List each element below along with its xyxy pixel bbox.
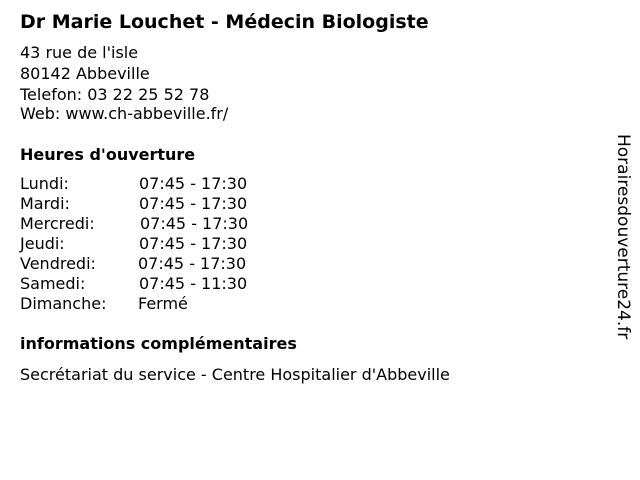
phone-label: Telefon: — [20, 85, 83, 104]
additional-info-text: Secrétariat du service - Centre Hospitalier d'Abbeville — [20, 365, 450, 384]
web-link[interactable]: www.ch-abbeville.fr/ — [65, 104, 229, 123]
time-value: Fermé — [138, 294, 188, 313]
additional-info-heading: informations complémentaires — [20, 334, 297, 353]
time-value: 07:45 - 17:30 — [139, 194, 248, 213]
address-street: 43 rue de l'isle — [20, 43, 139, 62]
opening-hours-heading: Heures d'ouverture — [20, 145, 196, 164]
address-city: 80142 Abbeville — [20, 64, 150, 83]
day-label: Mercredi: — [20, 214, 95, 233]
day-label: Mardi: — [20, 194, 70, 213]
page-title: Dr Marie Louchet - Médecin Biologiste — [20, 11, 429, 33]
time-value: 07:45 - 17:30 — [139, 174, 248, 193]
phone-line — [20, 85, 209, 105]
time-value: 07:45 - 17:30 — [139, 234, 248, 253]
time-value: 07:45 - 11:30 — [139, 274, 248, 293]
day-label: Jeudi: — [20, 234, 65, 253]
day-label: Lundi: — [20, 174, 69, 193]
time-value: 07:45 - 17:30 — [140, 214, 249, 233]
web-line — [20, 104, 228, 124]
day-label: Dimanche: — [20, 294, 107, 313]
site-watermark: Horairesdouverture24.fr — [613, 134, 633, 340]
time-value: 07:45 - 17:30 — [138, 254, 247, 273]
web-label: Web: — [20, 104, 61, 123]
day-label: Samedi: — [20, 274, 86, 293]
phone-number[interactable]: 03 22 25 52 78 — [87, 85, 210, 104]
day-label: Vendredi: — [20, 254, 96, 273]
